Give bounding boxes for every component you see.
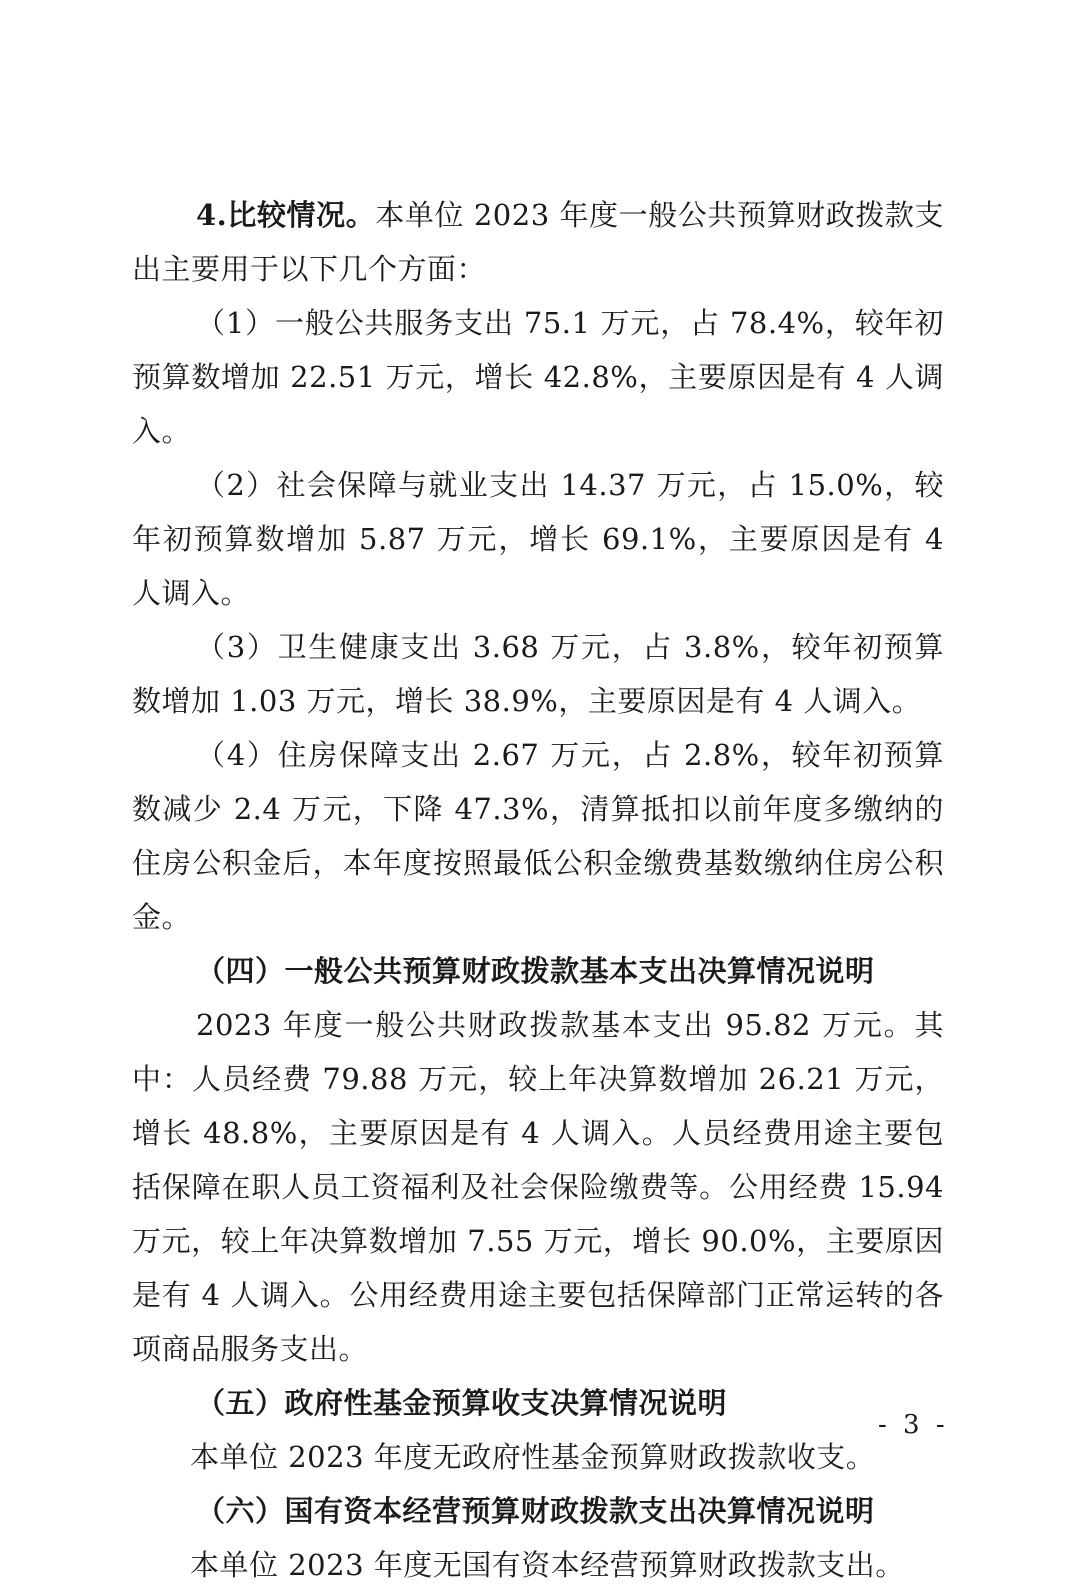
paragraph-item-2: （2）社会保障与就业支出 14.37 万元，占 15.0%，较年初预算数增加 5.87 万元，增长 69.1%，主要原因是有 4 人调入。 [132,468,944,610]
document-body [132,188,944,1592]
paragraph-item-3: （3）卫生健康支出 3.68 万元，占 3.8%，较年初预算数增加 1.03 万元，增长 38.9%，主要原因是有 4 人调入。 [132,630,944,718]
heading-section-6: （六）国有资本经营预算财政拨款支出决算情况说明 [196,1494,875,1528]
paragraph-basic-expenditure: 2023 年度一般公共财政拨款基本支出 95.82 万元。其中：人员经费 79.88 万元，较上年决算数增加 26.21 万元，增长 48.8%，主要原因是有 4 人调入。人员经费用途主要包括保障在职人员工资福利及社会保险缴费等。公用经费 15.94 万元，较上年决算数增加 7.55 万元，增长 90.0%，主要原因是有 4 人调入。公用经费用途主要包括保障部门正常运转的各项商品服务支出。 [132,1008,944,1366]
paragraph-comparison [132,188,944,296]
paragraph-government-fund: 本单位 2023 年度无政府性基金预算财政拨款收支。 [190,1440,876,1474]
paragraph-item-1: （1）一般公共服务支出 75.1 万元，占 78.4%，较年初预算数增加 22.51 万元，增长 42.8%，主要原因是有 4 人调入。 [132,306,944,448]
comparison-lead: 4.比较情况。 [196,198,376,232]
heading-section-5: （五）政府性基金预算收支决算情况说明 [196,1386,728,1420]
paragraph-state-capital: 本单位 2023 年度无国有资本经营预算财政拨款支出。 [190,1548,905,1582]
page-number: - 3 - [878,1410,949,1440]
comparison-text: 本单位 2023 年度一般公共预算财政拨款支出主要用于以下几个方面： [132,198,944,286]
heading-section-4: （四）一般公共预算财政拨款基本支出决算情况说明 [196,954,875,988]
paragraph-item-4: （4）住房保障支出 2.67 万元，占 2.8%，较年初预算数减少 2.4 万元，下降 47.3%，清算抵扣以前年度多缴纳的住房公积金后，本年度按照最低公积金缴费基数缴纳住房公积金。 [132,738,944,934]
